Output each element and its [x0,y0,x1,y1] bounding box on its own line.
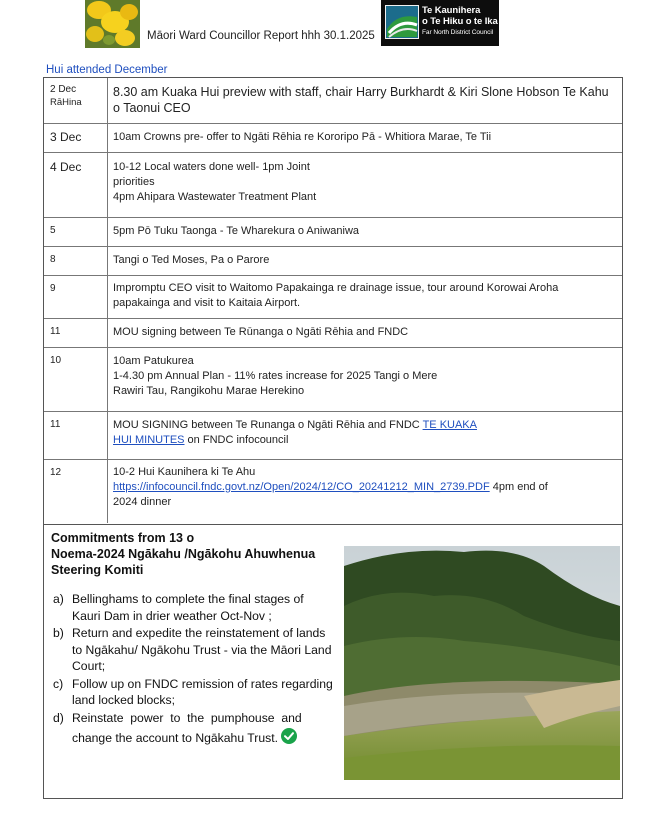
date-cell [44,411,108,459]
table-row [44,318,622,348]
logo-text [422,5,498,38]
event-line: 1-4.30 pm Annual Plan - 11% rates increase for 2025 Tangi o Mere [113,370,438,382]
table-row [44,347,622,412]
kowhai-flower-photo [85,0,140,48]
date-text: 11 [50,419,61,430]
event-text: 8.30 am Kuaka Hui preview with staff, chair Harry Burkhardt & Kiri Slone Hobson Te Kahu o Taonui CEO [113,85,609,115]
table-row [44,411,622,460]
event-line: 4pm Ahipara Wastewater Treatment Plant [113,191,317,203]
hui-table [43,77,623,525]
date-cell [44,246,108,275]
event-text-part: 4pm end of [489,481,548,493]
date-cell [44,123,108,152]
list-line: Kauri Dam in drier weather Oct-Nov ; [72,608,272,623]
date-text: 11 [50,326,61,337]
fndc-logo [381,0,499,46]
table-row [44,275,622,319]
te-kuaka-link[interactable]: TE KUAKA [422,419,477,431]
event-line: 10-2 Hui Kaunihera ki Te Ahu [113,466,256,478]
event-line: 10-12 Local waters done well- 1pm Joint [113,161,310,173]
commitments-title [51,530,315,578]
list-line: Court; [72,659,106,673]
list-label: c) [53,676,64,691]
event-text: Tangi o Ted Moses, Pa o Parore [113,254,270,266]
list-item [51,591,343,624]
event-text [113,418,616,448]
date-text: 10 [50,355,62,366]
list-label: a) [53,592,64,606]
list-label: b) [53,626,64,640]
table-row [44,217,622,247]
logo-line-1: Te Kaunihera [422,5,481,16]
list-line: Bellinghams to complete the final stages of [72,592,304,606]
list-item [51,625,343,675]
event-line: Rawiri Tau, Rangikohu Marae Herekino [113,385,305,397]
commitments-section [43,523,623,799]
date-text: 12 [50,467,62,478]
logo-line-2: o Te Hiku o te Ika [422,16,498,27]
event-line: 10am Patukurea [113,355,194,367]
date-text: 4 Dec [50,160,82,174]
commitments-title-line: Noema-2024 Ngākahu /Ngākohu Ahuwhenua [51,547,316,561]
event-text: 5pm Pō Tuku Taonga - Te Wharekura o Aniwaniwa [113,225,360,237]
commitments-title-line: Commitments from 13 o [51,531,195,545]
section-label: Hui attended December [46,64,168,76]
list-line: Return and expedite the reinstatement of lands [72,626,326,640]
hui-minutes-link[interactable]: HUI MINUTES [113,434,185,446]
list-item [51,676,343,709]
date-text: 8 [50,254,56,265]
event-text [113,354,616,399]
list-line: to Ngākahu/ Ngākohu Trust - via the Māori Land [72,642,332,657]
check-icon [281,728,297,744]
date-text: 2 Dec [50,84,77,95]
event-text: Impromptu CEO visit to Waitomo Papakainga re drainage issue, tour around Korowai Aroha papakainga and visit to Kaitaia Airport. [113,282,559,309]
table-row [44,246,622,276]
date-text: 3 Dec [50,130,82,144]
commitments-list [51,591,343,748]
table-row [44,78,622,124]
date-cell [44,275,108,318]
fndc-logo-icon [385,5,419,39]
date-cell [44,152,108,217]
commitments-title-line: Steering Komiti [51,563,144,577]
event-line: priorities [113,176,155,188]
table-row [44,459,622,523]
date-text: 9 [50,283,56,294]
date-cell [44,347,108,411]
weekday-text: RāHina [50,97,82,108]
list-label: d) [53,710,64,725]
report-title: Māori Ward Councillor Report hhh 30.1.2025 [147,30,375,42]
date-cell [44,459,108,523]
infocouncil-link[interactable]: https://infocouncil.fndc.govt.nz/Open/2024/12/CO_20241212_MIN_2739.PDF [113,481,490,493]
date-cell [44,78,108,123]
list-line: Follow up on FNDC remission of rates regarding [72,676,333,691]
date-cell [44,318,108,347]
event-text [113,465,616,510]
event-text-part: on FNDC infocouncil [184,434,289,446]
list-line: change the account to Ngākahu Trust. [72,731,278,745]
table-row [44,123,622,153]
list-line: land locked blocks; [72,693,175,707]
event-text-part: MOU SIGNING between Te Runanga o Ngāti Rēhia and FNDC [113,419,423,431]
list-item [51,710,343,747]
table-row [44,152,622,218]
kauri-dam-photo [344,546,620,780]
event-text: 10am Crowns pre- offer to Ngāti Rēhia re Kororipo Pā - Whitiora Marae, Te Tii [113,131,492,143]
logo-line-3: Far North District Council [422,29,494,36]
list-line: Reinstate power to the pumphouse and [72,710,302,725]
event-text: MOU signing between Te Rūnanga o Ngāti Rēhia and FNDC [113,326,409,338]
event-text [113,160,616,205]
date-cell [44,217,108,246]
date-text: 5 [50,225,56,236]
event-line: 2024 dinner [113,496,172,508]
